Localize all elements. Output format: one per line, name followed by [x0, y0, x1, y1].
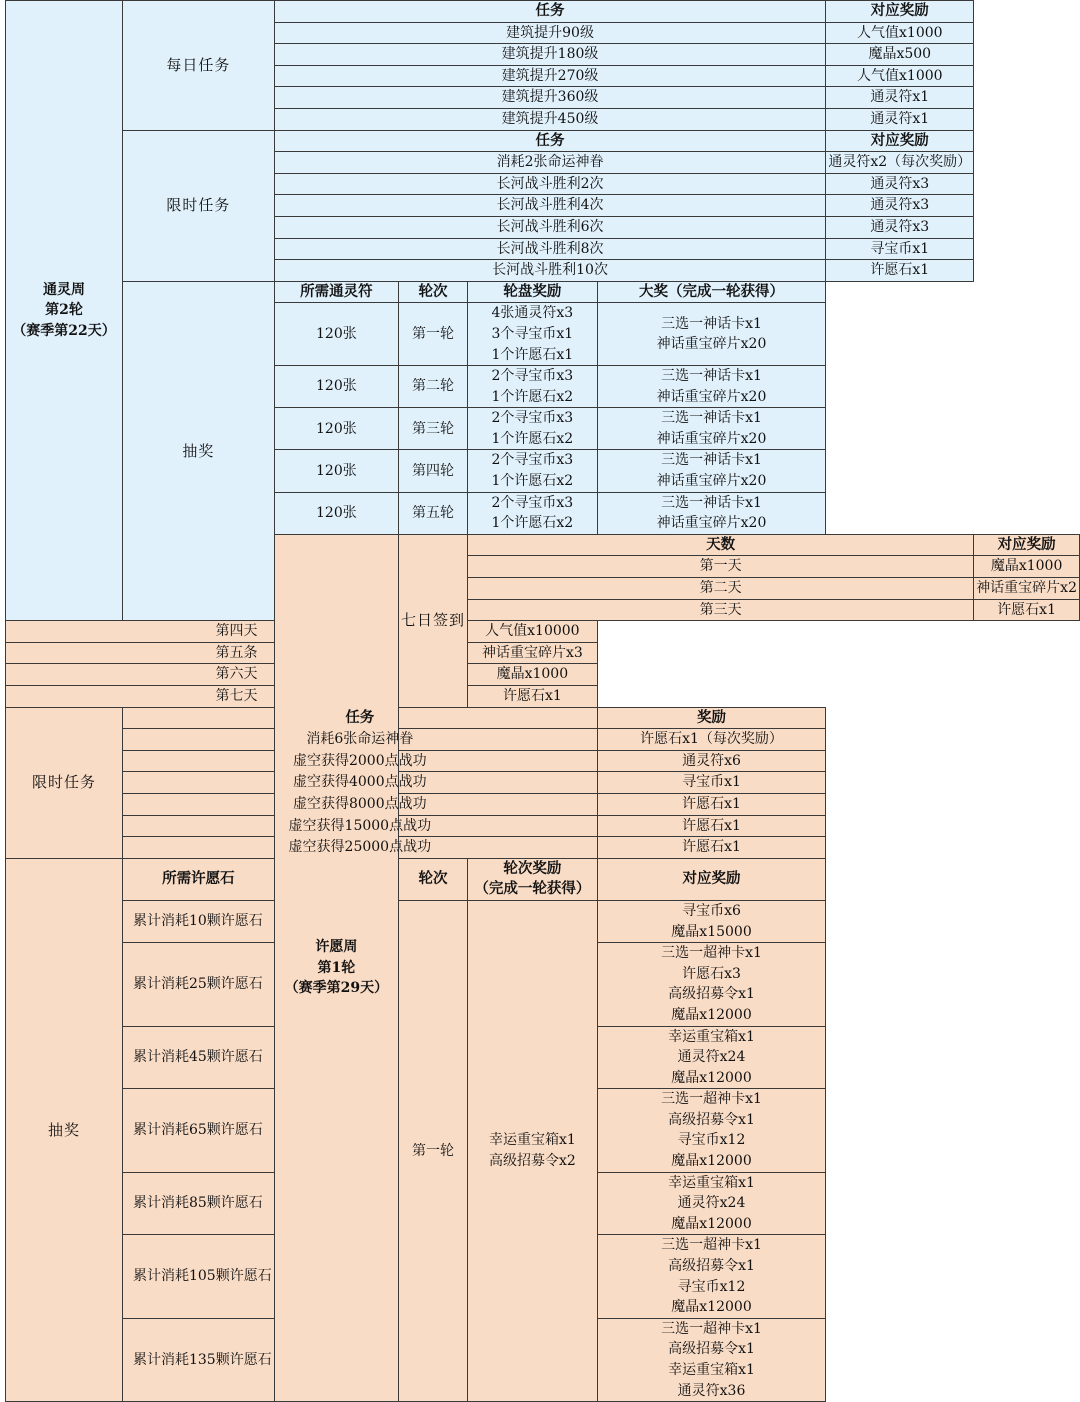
task-cell: 建筑提升450级: [274, 108, 826, 130]
table-row: [6, 900, 1080, 921]
reward-cell: [597, 1235, 826, 1318]
grand-prize-cell: [597, 450, 826, 492]
table-row: [6, 729, 1080, 751]
required-cell: 120张: [274, 450, 398, 492]
grand-prize-cell: [597, 366, 826, 408]
task-cell: 建筑提升270级: [274, 65, 826, 87]
table-row: [6, 837, 1080, 859]
required-cell: 累计消耗105颗许愿石: [122, 1235, 274, 1318]
reward-line: 三选一神话卡x1: [661, 452, 762, 469]
reward-line: 魔晶x12000: [671, 1006, 752, 1023]
table-row: [6, 858, 1080, 879]
day-cell: 第二天: [468, 578, 974, 600]
required-cell: 累计消耗45颗许愿石: [122, 1026, 274, 1089]
grand-prize-cell: [597, 303, 826, 366]
reward-cell: [597, 1318, 826, 1401]
header-round-reward: [468, 858, 598, 900]
reward-cell: 许愿石x1: [597, 793, 826, 815]
header-reward: 对应奖励: [974, 534, 1080, 556]
header-wheel-reward: 轮盘奖励: [468, 281, 598, 303]
reward-line: 高级招募令x2: [488, 1153, 576, 1170]
reward-schedule-table: [5, 0, 1080, 1402]
reward-line: 魔晶x12000: [671, 1069, 752, 1086]
reward-line: 幸运重宝箱x1: [668, 1362, 755, 1378]
reward-cell: 人气值x1000: [826, 65, 974, 87]
reward-cell: [597, 1172, 826, 1235]
task-cell: 虚空获得8000点战功: [122, 793, 597, 815]
task-cell: 长河战斗胜利4次: [274, 195, 826, 217]
required-cell: 120张: [274, 366, 398, 408]
category-limited-tasks: 限时任务: [6, 707, 123, 858]
reward-line: 1个许愿石x2: [491, 473, 574, 490]
required-cell: 累计消耗135颗许愿石: [122, 1318, 274, 1401]
week2-title-line: 第1轮: [317, 959, 356, 976]
required-cell: 累计消耗10颗许愿石: [122, 900, 274, 942]
round-cell: 第五轮: [399, 492, 468, 534]
header-line: 轮次奖励: [503, 859, 562, 877]
header-reward: 对应奖励: [597, 858, 826, 900]
header-task: 任务: [274, 1, 826, 23]
wheel-reward-cell: [468, 303, 598, 366]
reward-cell: 通灵符x2（每次奖励）: [826, 152, 974, 174]
table-row: [6, 686, 1080, 708]
reward-cell: 神话重宝碎片x2: [974, 578, 1080, 600]
task-cell: 虚空获得25000点战功: [122, 837, 597, 859]
reward-line: 2个寻宝币x3: [491, 410, 574, 427]
reward-line: 2个寻宝币x3: [491, 368, 574, 385]
task-cell: 消耗2张命运神眷: [274, 152, 826, 174]
reward-line: 寻宝币x6: [682, 902, 741, 919]
table-row: [6, 664, 1080, 686]
reward-cell: 通灵符x3: [826, 216, 974, 238]
reward-cell: 许愿石x1（每次奖励）: [597, 729, 826, 751]
reward-line: 通灵符x36: [677, 1382, 746, 1399]
header-required: 所需许愿石: [122, 858, 274, 900]
round-cell: 第三轮: [399, 408, 468, 450]
reward-line: 许愿石x3: [682, 965, 741, 982]
reward-line: 寻宝币x12: [677, 1132, 746, 1149]
reward-line: 高级招募令x1: [668, 986, 755, 1003]
reward-line: 神话重宝碎片x20: [656, 473, 767, 490]
reward-line: 魔晶x15000: [671, 923, 752, 940]
header-reward: 对应奖励: [826, 130, 974, 152]
day-cell: 第五条: [6, 642, 468, 664]
reward-line: 1个许愿石x2: [491, 515, 574, 532]
header-round: 轮次: [399, 281, 468, 303]
reward-cell: 许愿石x1: [597, 815, 826, 837]
reward-cell: 魔晶x1000: [468, 664, 598, 686]
reward-line: 三选一神话卡x1: [661, 315, 762, 332]
reward-line: 幸运重宝箱x1: [488, 1132, 576, 1149]
round-cell: 第一轮: [399, 900, 468, 1401]
reward-cell: 许愿石x1: [974, 599, 1080, 621]
week2-title-line: （赛季第29天）: [284, 980, 389, 997]
week1-title: [6, 1, 123, 621]
header-task: 任务: [274, 130, 826, 152]
task-cell: 长河战斗胜利2次: [274, 173, 826, 195]
reward-line: 三选一神话卡x1: [661, 410, 762, 427]
wheel-reward-cell: [468, 450, 598, 492]
header-reward: 奖励: [597, 707, 826, 729]
required-cell: 累计消耗85颗许愿石: [122, 1172, 274, 1235]
reward-line: 通灵符x24: [677, 1195, 746, 1212]
reward-line: 三选一超神卡x1: [661, 945, 762, 962]
reward-cell: 寻宝币x1: [826, 238, 974, 260]
table-row: [6, 1, 1080, 23]
week2-title-line: 许愿周: [315, 939, 358, 956]
reward-cell: 寻宝币x1: [597, 772, 826, 794]
required-cell: 120张: [274, 408, 398, 450]
task-cell: 虚空获得4000点战功: [122, 772, 597, 794]
reward-line: 2个寻宝币x3: [491, 452, 574, 469]
reward-cell: 通灵符x3: [826, 173, 974, 195]
reward-line: 三选一超神卡x1: [661, 1091, 762, 1108]
round-cell: 第四轮: [399, 450, 468, 492]
reward-line: 魔晶x12000: [671, 1299, 752, 1316]
reward-cell: 通灵符x3: [826, 195, 974, 217]
reward-cell: 通灵符x1: [826, 87, 974, 109]
day-cell: 第三天: [468, 599, 974, 621]
grand-prize-cell: [597, 492, 826, 534]
reward-cell: 人气值x1000: [826, 22, 974, 44]
header-reward: 对应奖励: [826, 1, 974, 23]
reward-line: 神话重宝碎片x20: [656, 515, 767, 532]
table-row: [6, 642, 1080, 664]
reward-line: 三选一超神卡x1: [661, 1320, 762, 1337]
reward-cell: [597, 900, 826, 942]
day-cell: 第七天: [6, 686, 468, 708]
header-days: 天数: [468, 534, 974, 556]
table-row: [6, 793, 1080, 815]
reward-cell: 神话重宝碎片x3: [468, 642, 598, 664]
wheel-reward-cell: [468, 408, 598, 450]
round-cell: 第一轮: [399, 303, 468, 366]
header-line: （完成一轮获得）: [474, 880, 591, 898]
reward-line: 2个寻宝币x3: [491, 494, 574, 511]
reward-line: 通灵符x24: [677, 1049, 746, 1066]
reward-line: 高级招募令x1: [668, 1258, 755, 1275]
reward-line: 幸运重宝箱x1: [668, 1174, 755, 1191]
day-cell: 第四天: [6, 621, 468, 643]
round-reward-cell: [468, 900, 598, 1401]
category-lottery: 抽奖: [6, 858, 123, 1401]
reward-line: 高级招募令x1: [668, 1341, 755, 1358]
category-limited-tasks: 限时任务: [122, 130, 274, 281]
grand-prize-cell: [597, 408, 826, 450]
required-cell: 累计消耗65颗许愿石: [122, 1089, 274, 1172]
required-cell: 120张: [274, 303, 398, 366]
task-cell: 虚空获得2000点战功: [122, 750, 597, 772]
reward-cell: 人气值x10000: [468, 621, 598, 643]
reward-cell: 魔晶x500: [826, 44, 974, 66]
table-row: [6, 772, 1080, 794]
reward-line: 3个寻宝币x1: [491, 325, 574, 342]
task-cell: 建筑提升90级: [274, 22, 826, 44]
table-row: [6, 707, 1080, 729]
category-daily-tasks: 每日任务: [122, 1, 274, 131]
required-cell: 累计消耗25颗许愿石: [122, 943, 274, 1026]
task-cell: 长河战斗胜利10次: [274, 260, 826, 282]
wheel-reward-cell: [468, 492, 598, 534]
day-cell: 第一天: [468, 556, 974, 578]
reward-cell: [597, 943, 826, 1026]
table-row: [6, 130, 1080, 152]
category-seven-day-signin: 七日签到: [399, 534, 468, 707]
table-row: [6, 621, 1080, 643]
day-cell: 第六天: [6, 664, 468, 686]
category-lottery: 抽奖: [122, 281, 274, 621]
task-cell: 长河战斗胜利6次: [274, 216, 826, 238]
reward-line: 神话重宝碎片x20: [656, 336, 767, 353]
task-cell: 建筑提升180级: [274, 44, 826, 66]
reward-cell: 许愿石x1: [826, 260, 974, 282]
reward-line: 魔晶x12000: [671, 1215, 752, 1232]
reward-cell: 许愿石x1: [597, 837, 826, 859]
reward-cell: 魔晶x1000: [974, 556, 1080, 578]
reward-line: 1个许愿石x2: [491, 430, 574, 447]
table-row: [6, 750, 1080, 772]
reward-line: 神话重宝碎片x20: [656, 430, 767, 447]
reward-line: 寻宝币x12: [677, 1278, 746, 1295]
header-task: 任务: [122, 707, 597, 729]
week1-title-line: 第2轮: [45, 302, 83, 319]
header-grand-prize: 大奖（完成一轮获得）: [597, 281, 826, 303]
round-cell: 第二轮: [399, 366, 468, 408]
header-round: 轮次: [399, 858, 468, 900]
reward-line: 幸运重宝箱x1: [668, 1028, 755, 1045]
required-cell: 120张: [274, 492, 398, 534]
reward-line: 三选一超神卡x1: [661, 1237, 762, 1254]
reward-line: 三选一神话卡x1: [661, 368, 762, 385]
wheel-reward-cell: [468, 366, 598, 408]
reward-line: 1个许愿石x1: [491, 346, 574, 363]
reward-cell: 通灵符x1: [826, 108, 974, 130]
task-cell: 虚空获得15000点战功: [122, 815, 597, 837]
reward-line: 高级招募令x1: [668, 1111, 755, 1128]
reward-line: 神话重宝碎片x20: [656, 388, 767, 405]
reward-cell: 许愿石x1: [468, 686, 598, 708]
reward-cell: 通灵符x6: [597, 750, 826, 772]
reward-cell: [597, 1026, 826, 1089]
reward-line: 魔晶x12000: [671, 1153, 752, 1170]
table-row: [6, 815, 1080, 837]
reward-line: 三选一神话卡x1: [661, 494, 762, 511]
week1-title-line: （赛季第22天）: [12, 322, 116, 339]
task-cell: 建筑提升360级: [274, 87, 826, 109]
header-required: 所需通灵符: [274, 281, 398, 303]
task-cell: 长河战斗胜利8次: [274, 238, 826, 260]
reward-line: 4张通灵符x3: [491, 305, 574, 322]
reward-line: 1个许愿石x2: [491, 388, 574, 405]
task-cell: 消耗6张命运神眷: [122, 729, 597, 751]
table-row: [6, 281, 1080, 303]
reward-cell: [597, 1089, 826, 1172]
week1-title-line: 通灵周: [42, 281, 85, 298]
